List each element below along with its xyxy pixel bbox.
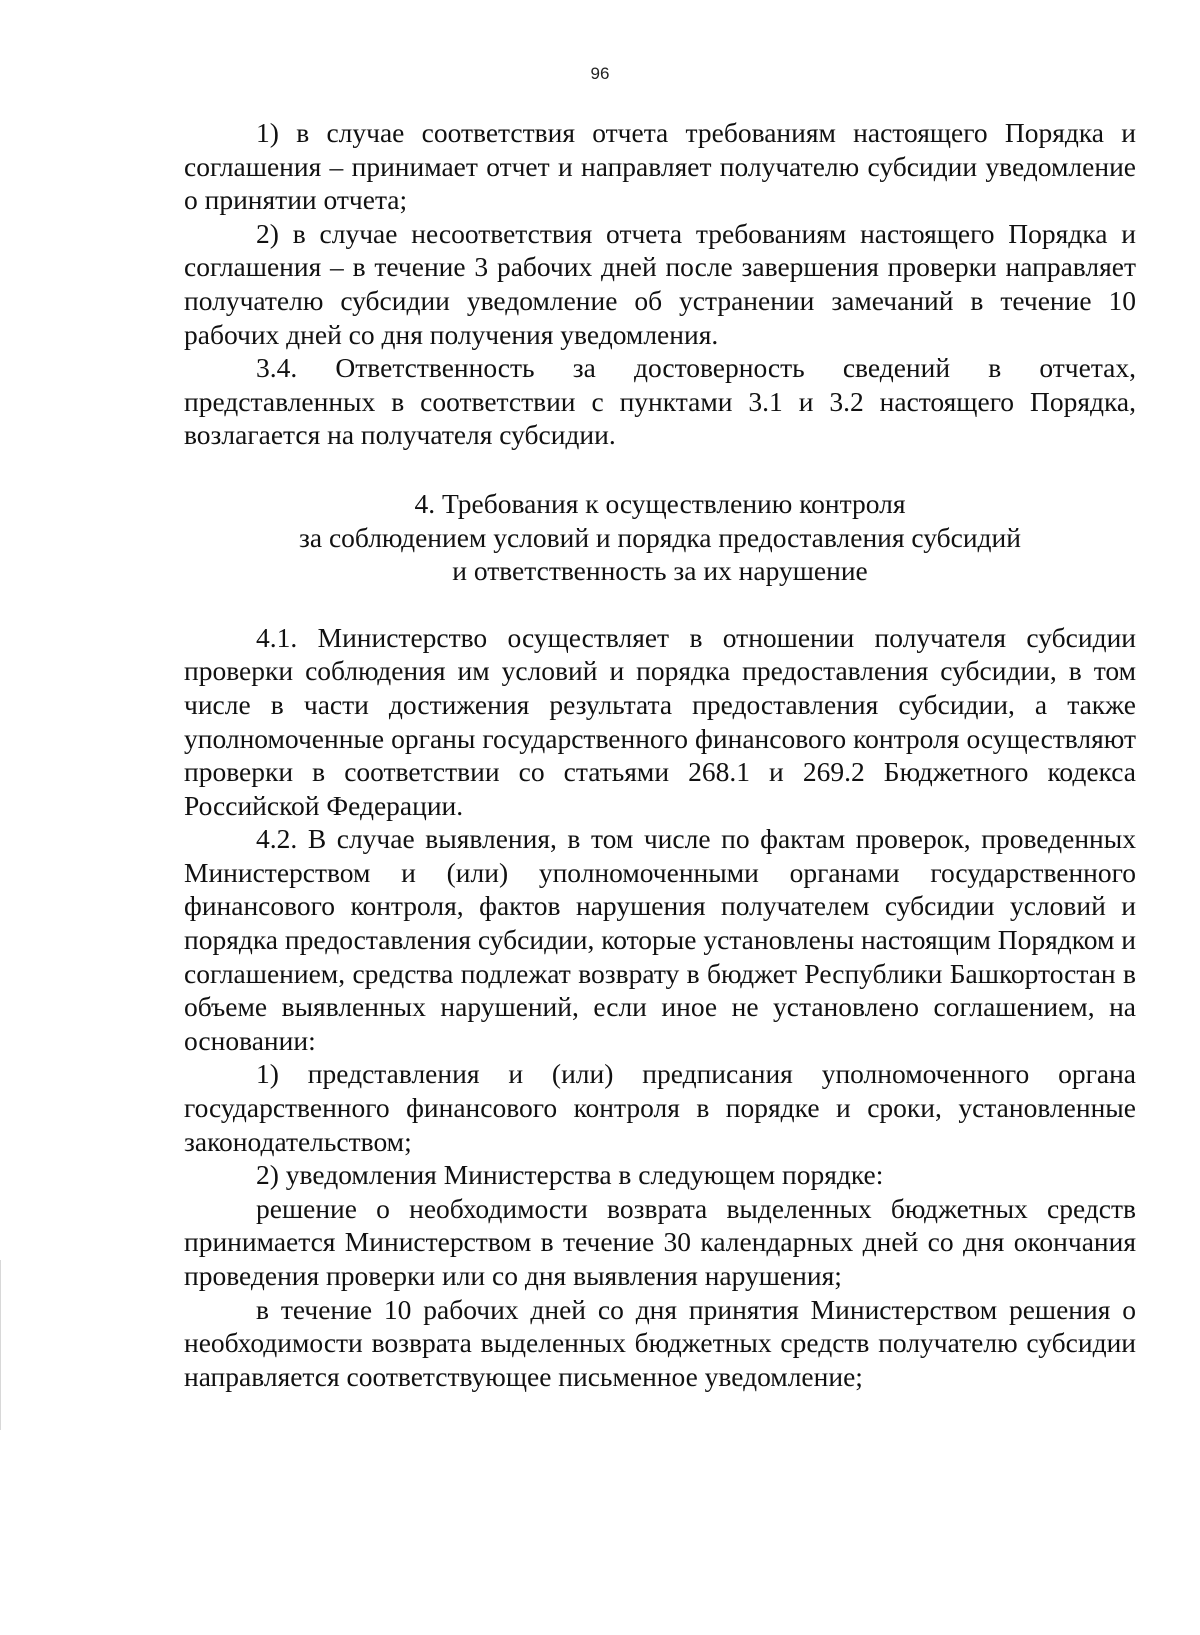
scan-edge-line	[0, 1260, 1, 1430]
page-number: 96	[590, 64, 610, 83]
paragraph-refund-notice: в течение 10 рабочих дней со дня принятия Министерством решения о необходимости возврата выделенных бюджетных средств получателю субсидии направляется соответствующее письменное уведомление;	[184, 1293, 1136, 1392]
section-heading-line-1: 4. Требования к осуществлению контроля	[414, 487, 906, 519]
document-body	[184, 116, 1136, 1393]
paragraph-refund-decision: решение о необходимости возврата выделенных бюджетных средств принимается Министерством в течение 30 календарных дней со дня окончания проведения проверки или со дня выявления нарушения;	[184, 1192, 1136, 1291]
paragraph-item-2-notification: 2) уведомления Министерства в следующем порядке:	[256, 1159, 884, 1191]
paragraph-item-1-order: 1) представления и (или) предписания уполномоченного органа государственного финансового контроля в порядке и сроки, установленные законодательством;	[184, 1058, 1136, 1157]
paragraph-3-4-responsibility: 3.4. Ответственность за достоверность сведений в отчетах, представленных в соответствии с пунктами 3.1 и 3.2 настоящего Порядка, возлагается на получателя субсидии.	[184, 352, 1136, 451]
spacer	[184, 588, 1136, 621]
section-4-heading	[184, 487, 1136, 588]
paragraph-item-1-acceptance: 1) в случае соответствия отчета требованиям настоящего Порядка и соглашения – принимает отчет и направляет получателю субсидии уведомление о принятии отчета;	[184, 117, 1136, 216]
section-heading-line-2: за соблюдением условий и порядка предоставления субсидий	[299, 521, 1021, 553]
section-heading-line-3: и ответственность за их нарушение	[452, 555, 868, 587]
paragraph-item-2-nonconformity: 2) в случае несоответствия отчета требованиям настоящего Порядка и соглашения – в течение 3 рабочих дней после завершения проверки направляет получателю субсидии уведомление об устранении замечаний в течение 10 рабочих дней со дня получения уведомления.	[184, 217, 1136, 350]
paragraph-4-2-violations: 4.2. В случае выявления, в том числе по фактам проверок, проведенных Министерством и (или) уполномоченными органами государственного финансового контроля, фактов нарушения получателем субсидии условий и порядка предоставления субсидии, которые установлены настоящим Порядком и соглашением, средства подлежат возврату в бюджет Республики Башкортостан в объеме выявленных нарушений, если иное не установлено соглашением, на основании:	[184, 823, 1136, 1056]
paragraph-4-1-control: 4.1. Министерство осуществляет в отношении получателя субсидии проверки соблюдения им условий и порядка предоставления субсидии, в том числе в части достижения результата предоставления субсидии, а также уполномоченные органы государственного финансового контроля осуществляют проверки в соответствии со статьями 268.1 и 269.2 Бюджетного кодекса Российской Федерации.	[184, 621, 1136, 821]
spacer	[184, 452, 1136, 487]
